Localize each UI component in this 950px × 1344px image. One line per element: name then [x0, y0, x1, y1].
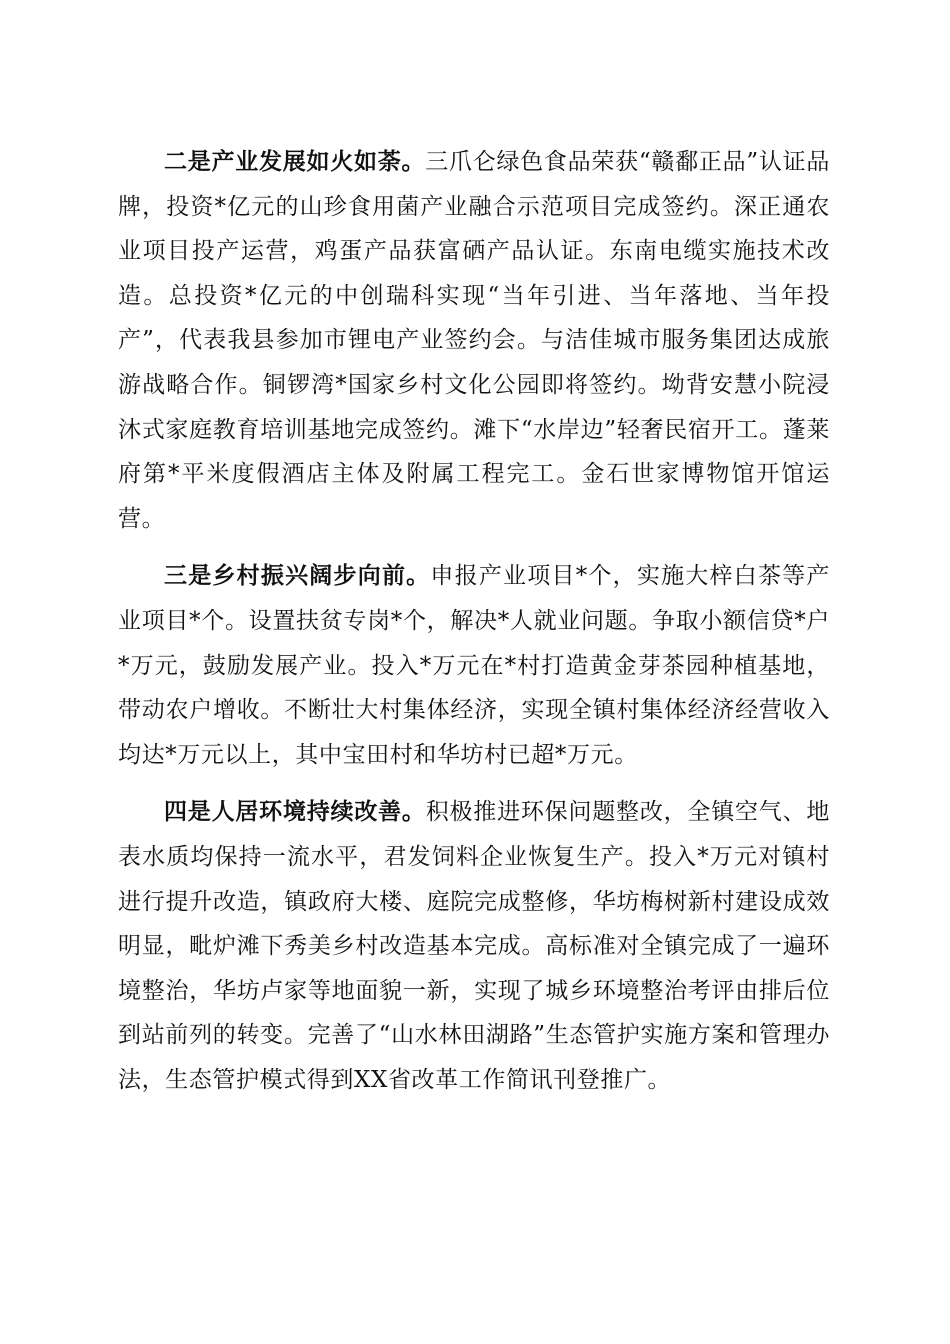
paragraph-heading: 二是产业发展如火如荼。 [164, 149, 426, 175]
paragraph-rural-revitalization [118, 554, 830, 777]
paragraph-industry [118, 140, 830, 541]
paragraph-text: 申报产业项目*个，实施大梓白茶等产业项目*个。设置扶贫专岗*个，解决*人就业问题。争取小额信贷*户*万元，鼓励发展产业。投入*万元在*村打造黄金芽茶园种植基地，带动农户增收。不断壮大村集体经济，实现全镇村集体经济经营收入均达*万元以上，其中宝田村和华坊村已超*万元。 [118, 563, 830, 768]
document-body [118, 140, 830, 1102]
paragraph-living-environment [118, 790, 830, 1102]
paragraph-text: 积极推进环保问题整改，全镇空气、地表水质均保持一流水平，君发饲料企业恢复生产。投入*万元对镇村进行提升改造，镇政府大楼、庭院完成整修，华坊梅树新村建设成效明显，毗炉滩下秀美乡村改造基本完成。高标准对全镇完成了一遍环境整治，华坊卢家等地面貌一新，实现了城乡环境整治考评由排后位到站前列的转变。完善了“山水林田湖路”生态管护实施方案和管理办法，生态管护模式得到XX省改革工作简讯刊登推广。 [118, 799, 830, 1093]
paragraph-text: 三爪仑绿色食品荣获“赣鄱正品”认证品牌，投资*亿元的山珍食用菌产业融合示范项目完成签约。深正通农业项目投产运营，鸡蛋产品获富硒产品认证。东南电缆实施技术改造。总投资*亿元的中创瑞科实现“当年引进、当年落地、当年投产”，代表我县参加市锂电产业签约会。与洁佳城市服务集团达成旅游战略合作。铜锣湾*国家乡村文化公园即将签约。坳背安慧小院浸沐式家庭教育培训基地完成签约。滩下“水岸边”轻奢民宿开工。蓬莱府第*平米度假酒店主体及附属工程完工。金石世家博物馆开馆运营。 [118, 149, 830, 532]
paragraph-heading: 三是乡村振兴阔步向前。 [164, 563, 431, 590]
paragraph-heading: 四是人居环境持续改善。 [164, 799, 426, 826]
